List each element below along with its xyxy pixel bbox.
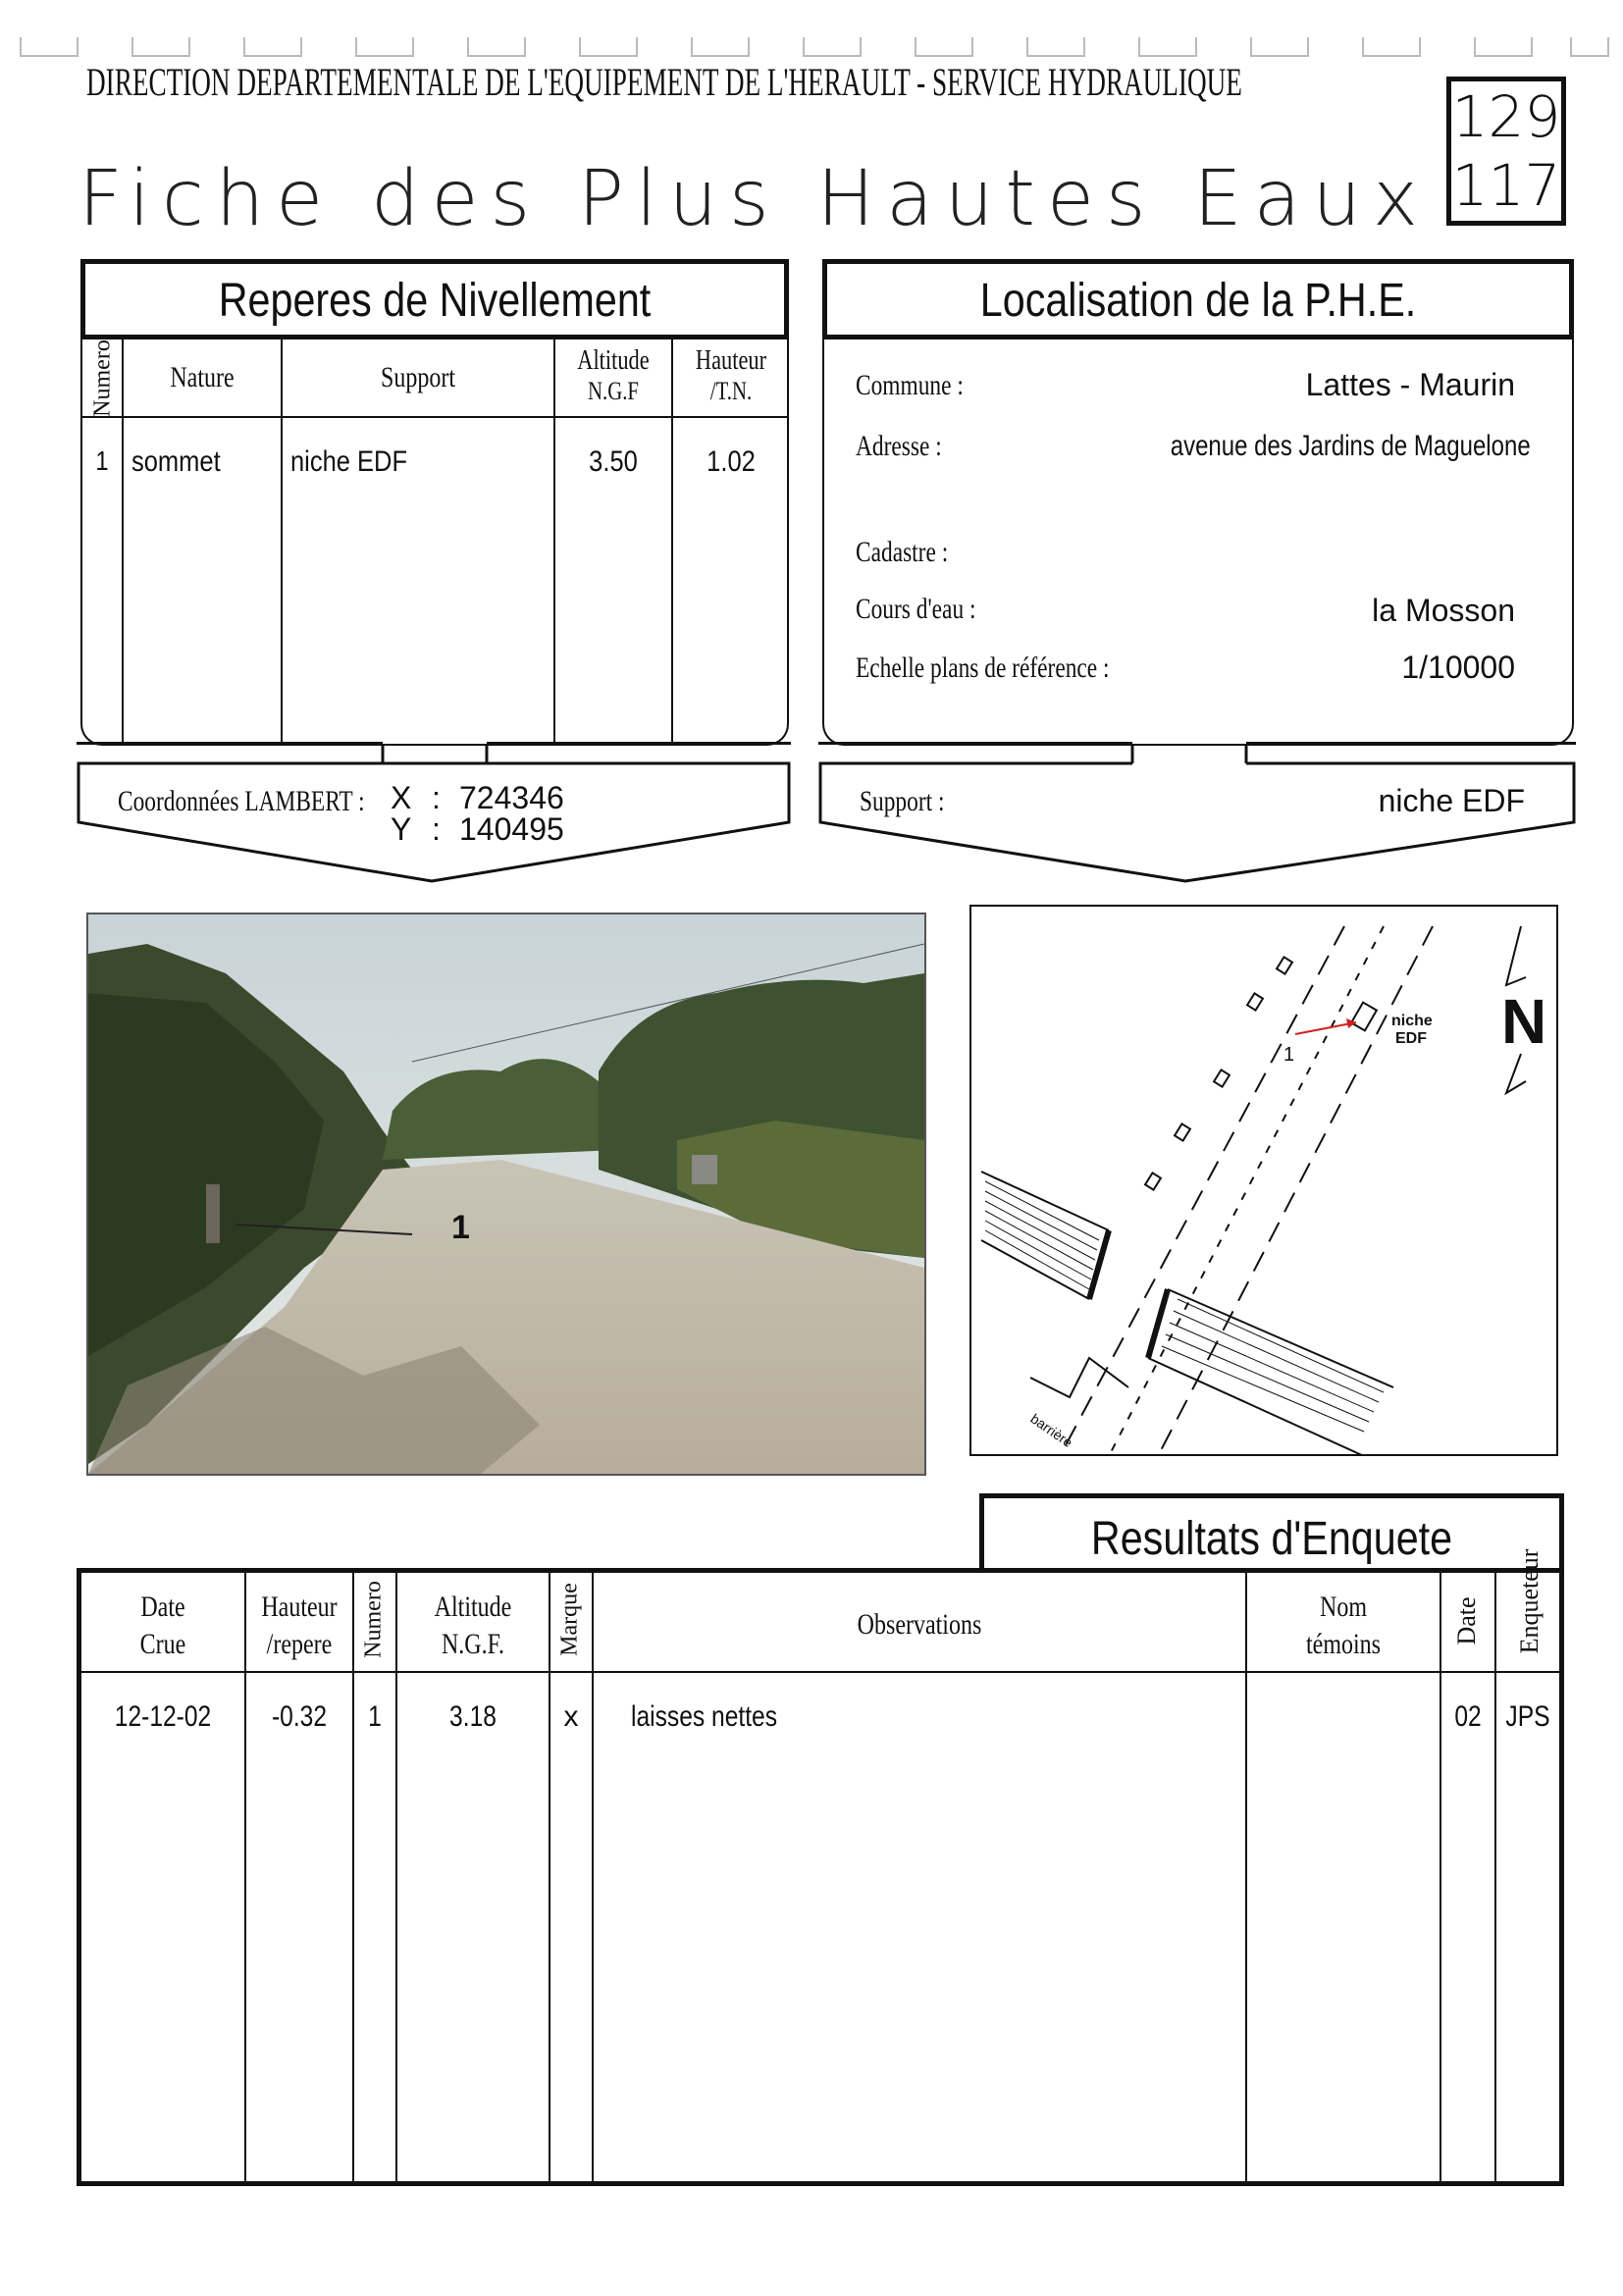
- page-title: Fiche des Plus Hautes Eaux: [79, 155, 1431, 243]
- adresse-value: avenue des Jardins de Maguelone: [1171, 430, 1531, 462]
- col-nom-temoins-2: témoins: [1306, 1628, 1381, 1660]
- res-hauteur: -0.32: [271, 1700, 328, 1733]
- col-hauteur-repere-2: /repere: [266, 1628, 333, 1660]
- repere-hauteur: 1.02: [707, 445, 756, 478]
- punch-hole: [1026, 37, 1085, 57]
- repere-altitude: 3.50: [589, 445, 638, 478]
- reperes-title: Reperes de Nivellement: [218, 275, 652, 327]
- res-altitude: 3.18: [449, 1700, 497, 1733]
- punch-hole: [20, 37, 79, 57]
- col-hauteur: Hauteur: [695, 345, 767, 376]
- photo-marker: 1: [451, 1209, 470, 1246]
- punch-hole: [915, 37, 973, 57]
- col-hauteur-unit: /T.N.: [709, 377, 753, 405]
- cours-eau-label: Cours d'eau :: [856, 593, 976, 625]
- commune-value: Lattes - Maurin: [1305, 367, 1515, 402]
- res-marque: x: [563, 1700, 579, 1733]
- reperes-table: [80, 339, 789, 746]
- col-hauteur-repere: Hauteur: [261, 1591, 338, 1623]
- coord-y-value: 140495: [459, 811, 564, 847]
- cours-eau-value: la Mosson: [1372, 593, 1515, 628]
- reference-bottom: 117: [1451, 152, 1561, 219]
- echelle-label: Echelle plans de référence :: [856, 652, 1110, 684]
- site-plan: [969, 905, 1558, 1456]
- punch-hole: [803, 37, 862, 57]
- col-date-enquete: Date: [1452, 1596, 1481, 1645]
- col-altitude: Altitude: [577, 345, 650, 376]
- plan-niche-label-2: EDF: [1395, 1030, 1427, 1047]
- coord-x-value: 724346: [459, 780, 564, 815]
- adresse-label: Adresse :: [856, 430, 942, 462]
- echelle-value: 1/10000: [1401, 650, 1515, 685]
- plan-marker: 1: [1283, 1044, 1295, 1066]
- col-altitude-unit: N.G.F: [587, 377, 639, 405]
- res-date-crue: 12-12-02: [114, 1700, 212, 1733]
- punch-hole: [131, 37, 190, 57]
- punch-hole: [691, 37, 750, 57]
- punch-hole: [1250, 37, 1309, 57]
- res-date: 02: [1454, 1700, 1482, 1733]
- punch-hole: [355, 37, 414, 57]
- localisation-panel: [822, 339, 1574, 746]
- support-label: Support :: [860, 785, 945, 817]
- commune-label: Commune :: [856, 369, 964, 401]
- coord-y-sep: :: [432, 811, 441, 847]
- col-nom-temoins: Nom: [1320, 1591, 1367, 1623]
- repere-nature: sommet: [131, 445, 221, 478]
- col-marque: Marque: [556, 1583, 583, 1656]
- punch-hole: [1362, 37, 1421, 57]
- res-enqueteur: JPS: [1505, 1700, 1550, 1733]
- punch-hole: [1570, 37, 1609, 57]
- col-date-crue: Date: [140, 1591, 185, 1623]
- col-altitude-res-2: N.G.F.: [441, 1628, 505, 1660]
- plan-barriere-label: barrière: [1027, 1410, 1076, 1451]
- plan-niche-label-1: niche: [1391, 1013, 1433, 1029]
- localisation-title-box: [822, 259, 1574, 339]
- punch-hole: [579, 37, 638, 57]
- support-value: niche EDF: [1378, 783, 1525, 818]
- col-altitude-res: Altitude: [434, 1591, 512, 1623]
- col-nature: Nature: [170, 361, 235, 393]
- resultats-table: [77, 1548, 1564, 2186]
- resultats-title: Resultats d'Enquete: [1090, 1513, 1453, 1565]
- coordonnees-label: Coordonnées LAMBERT :: [118, 785, 365, 817]
- col-support: Support: [380, 361, 455, 393]
- col-enqueteur: Enqueteur: [1515, 1548, 1544, 1654]
- coord-x-label: X: [391, 780, 412, 815]
- coord-y-label: Y: [391, 811, 412, 847]
- repere-support: niche EDF: [290, 445, 408, 478]
- plan-drawing: [971, 907, 1556, 1454]
- res-observations: laisses nettes: [631, 1700, 778, 1733]
- punch-hole: [1474, 37, 1533, 57]
- direction-header: DIRECTION DEPARTEMENTALE DE L'EQUIPEMENT DE L'HERAULT - SERVICE HYDRAULIQUE: [86, 60, 1242, 104]
- res-numero: 1: [368, 1700, 382, 1733]
- reperes-title-box: [80, 259, 789, 339]
- north-label: N: [1501, 986, 1547, 1057]
- col-numero: Numero: [89, 339, 116, 417]
- repere-numero: 1: [95, 445, 109, 476]
- resultats-title-box: [979, 1493, 1564, 1572]
- cadastre-label: Cadastre :: [856, 536, 949, 568]
- localisation-title: Localisation de la P.H.E.: [979, 275, 1417, 327]
- col-observations: Observations: [857, 1608, 982, 1641]
- punch-hole: [467, 37, 526, 57]
- punch-hole: [1138, 37, 1197, 57]
- reference-top: 129: [1451, 83, 1561, 150]
- punch-hole: [243, 37, 302, 57]
- col-numero-res: Numero: [360, 1581, 387, 1658]
- reference-box: [1446, 77, 1566, 226]
- coord-x-sep: :: [432, 780, 441, 815]
- site-photo: [86, 913, 926, 1476]
- col-date-crue-2: Crue: [139, 1628, 186, 1660]
